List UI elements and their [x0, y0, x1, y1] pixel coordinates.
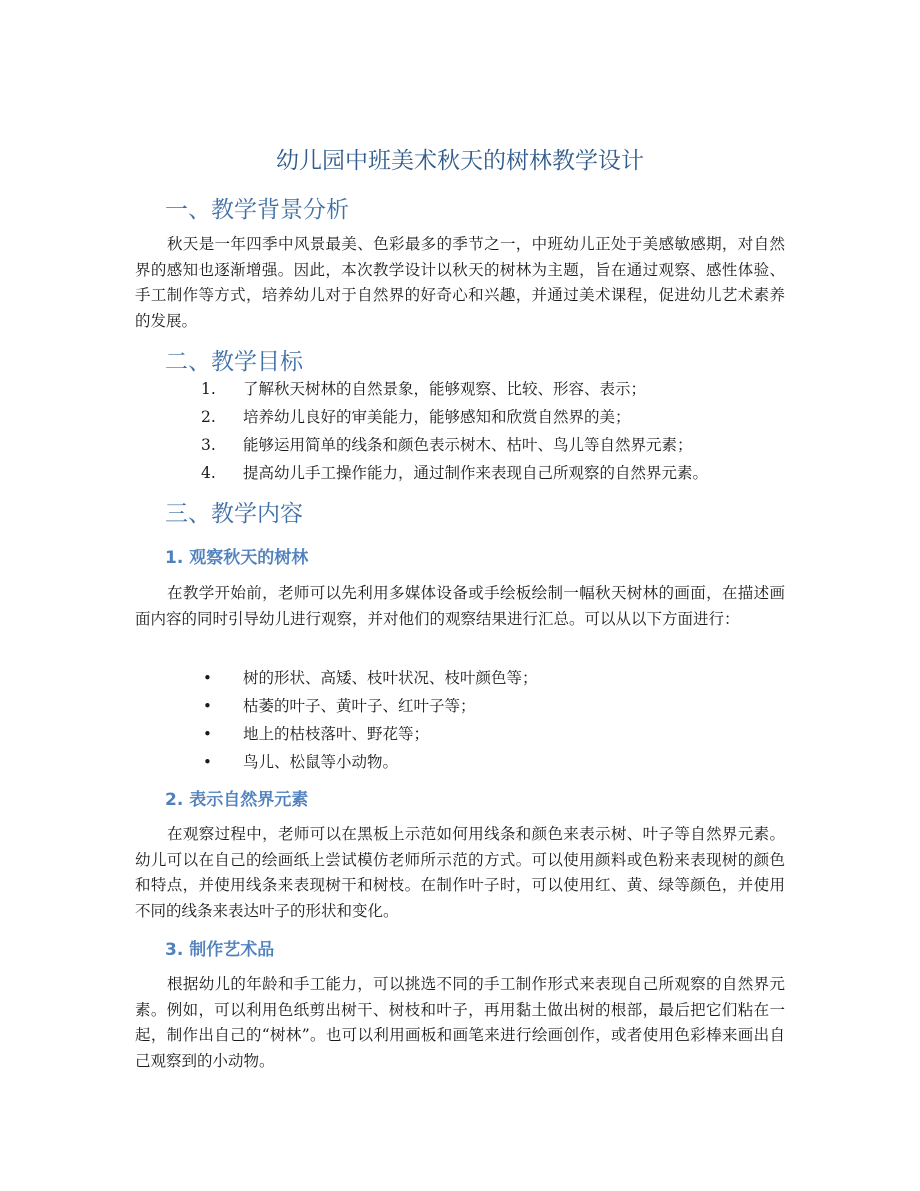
- list-item: [0, 431, 920, 459]
- section-heading-goals: 二、教学目标: [165, 349, 303, 375]
- list-item-text: 了解秋天树林的自然景象，能够观察、比较、形容、表示；: [243, 380, 647, 398]
- document-title: 幼儿园中班美术秋天的树林教学设计: [276, 148, 644, 174]
- artwork-paragraph: 根据幼儿的年龄和手工能力，可以挑选不同的手工制作形式来表现自己所观察的自然界元素。例如，可以利用色纸剪出树干、树枝和叶子，再用黏土做出树的根部，最后把它们粘在一起，制作出自己的“树林”。也可以利用画板和画笔来进行绘画创作，或者使用色彩棒来画出自己观察到的小动物。: [135, 975, 785, 1070]
- list-item: [0, 692, 920, 720]
- section-heading-content: 三、教学内容: [165, 501, 303, 527]
- represent-paragraph: 在观察过程中，老师可以在黑板上示范如何用线条和颜色来表示树、叶子等自然界元素。幼儿可以在自己的绘画纸上尝试模仿老师所示范的方式。可以使用颜料或色粉来表现树的颜色和特点，并使用线条来表现树干和树枝。在制作叶子时，可以使用红、黄、绿等颜色，并使用不同的线条来表达叶子的形状和变化。: [135, 825, 785, 920]
- subsection-heading-observe: 1. 观察秋天的树林: [165, 548, 309, 568]
- subsection-heading-artwork: 3. 制作艺术品: [165, 940, 275, 960]
- observe-paragraph: 在教学开始前，老师可以先利用多媒体设备或手绘板绘制一幅秋天树林的画面，在描述画面内容的同时引导幼儿进行观察，并对他们的观察结果进行汇总。可以从以下方面进行：: [135, 584, 785, 628]
- list-item: [0, 720, 920, 748]
- list-item-text: 能够运用简单的线条和颜色表示树木、枯叶、鸟儿等自然界元素；: [243, 436, 693, 454]
- list-item-text: 树的形状、高矮、枝叶状况、枝叶颜色等；: [243, 669, 538, 687]
- list-item: [0, 403, 920, 431]
- list-item-text: 枯萎的叶子、黄叶子、红叶子等；: [243, 697, 476, 715]
- list-number: 3.: [201, 436, 216, 454]
- observe-bullet-list: [0, 664, 920, 776]
- list-number: 1.: [201, 380, 216, 398]
- list-item-text: 提高幼儿手工操作能力，通过制作来表现自己所观察的自然界元素。: [243, 464, 709, 482]
- bullet-icon: •: [203, 697, 212, 715]
- bullet-icon: •: [203, 669, 212, 687]
- background-paragraph: 秋天是一年四季中风景最美、色彩最多的季节之一，中班幼儿正处于美感敏感期，对自然界的感知也逐渐增强。因此，本次教学设计以秋天的树林为主题，旨在通过观察、感性体验、手工制作等方式，培养幼儿对于自然界的好奇心和兴趣，并通过美术课程，促进幼儿艺术素养的发展。: [135, 235, 785, 330]
- list-item: [0, 375, 920, 403]
- list-item-text: 鸟儿、松鼠等小动物。: [243, 753, 399, 771]
- subsection-heading-represent: 2. 表示自然界元素: [165, 790, 309, 810]
- bullet-icon: •: [203, 753, 212, 771]
- list-item-text: 培养幼儿良好的审美能力，能够感知和欣赏自然界的美；: [243, 408, 631, 426]
- list-item: [0, 748, 920, 776]
- section-heading-background: 一、教学背景分析: [165, 197, 349, 223]
- list-number: 4.: [201, 464, 216, 482]
- list-item: [0, 664, 920, 692]
- bullet-icon: •: [203, 725, 212, 743]
- list-number: 2.: [201, 408, 216, 426]
- goals-list: [0, 375, 920, 487]
- list-item: [0, 459, 920, 487]
- list-item-text: 地上的枯枝落叶、野花等；: [243, 725, 430, 743]
